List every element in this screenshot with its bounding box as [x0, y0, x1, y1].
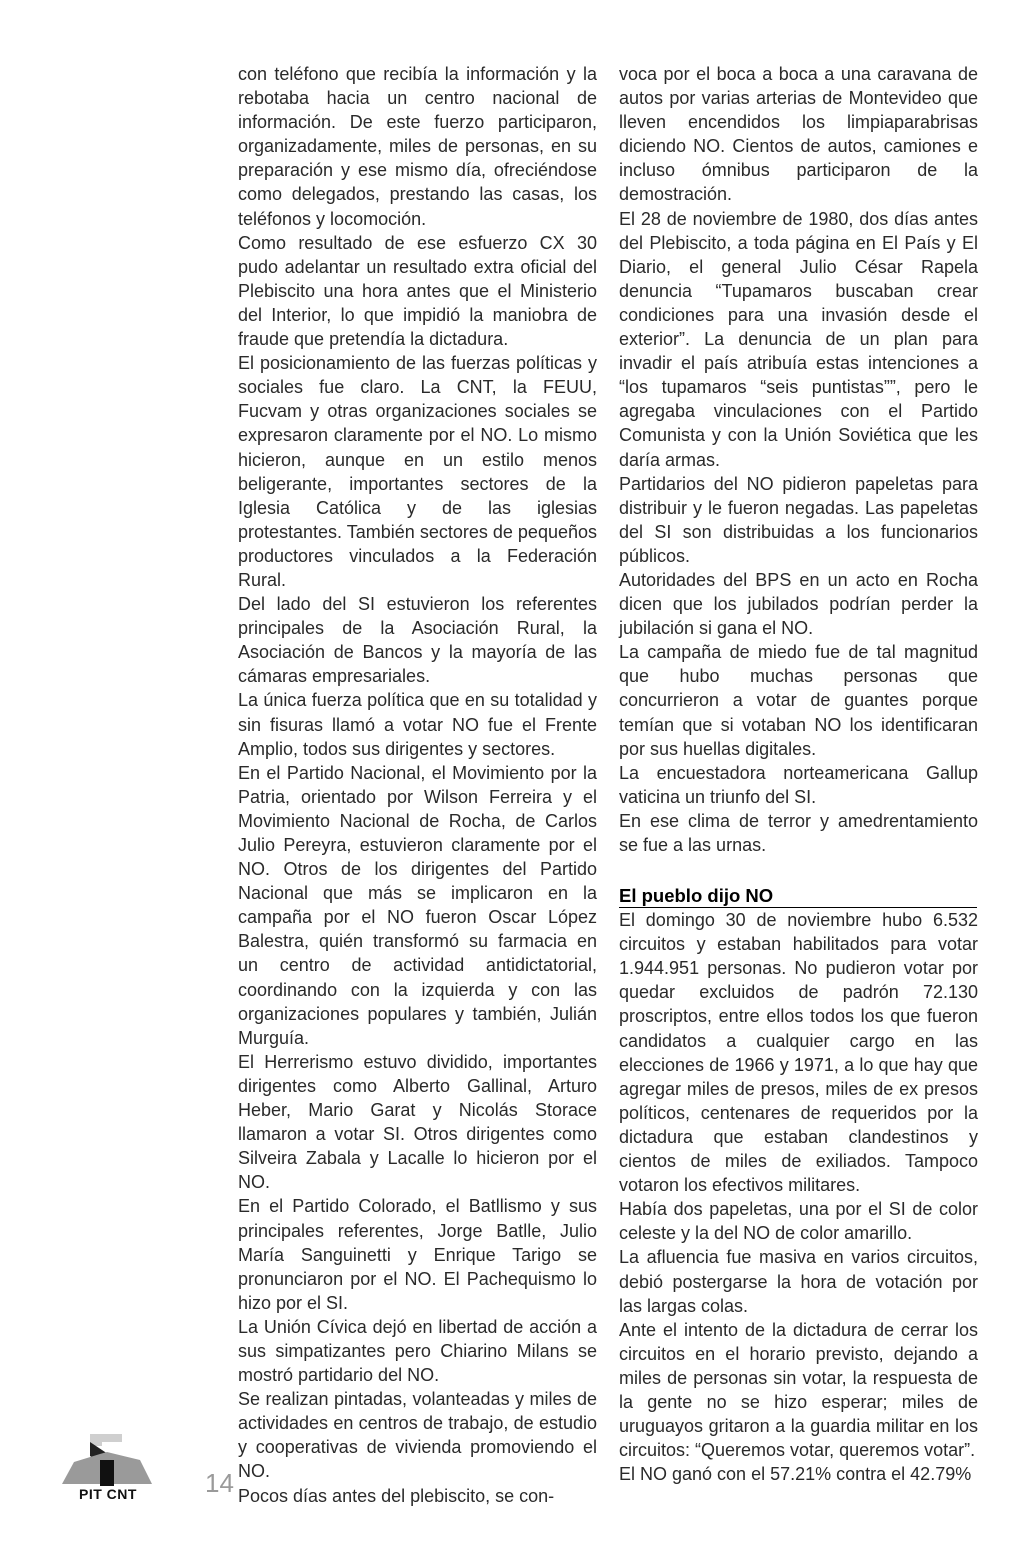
right-column: [619, 62, 978, 1486]
paragraph: La encuestadora norteamericana Gallup vaticina un triunfo del SI.: [619, 762, 978, 807]
paragraph: La Unión Cívica dejó en libertad de acción a sus simpatizantes pero Chiarino Milans se mostró partidario del NO.: [238, 1316, 597, 1386]
logo-text: PIT CNT: [79, 1486, 137, 1502]
paragraph: Ante el intento de la dictadura de cerrar los circuitos en el horario previsto, dejando a miles de personas sin votar, la respuesta de la gente no se hizo esperar; miles de uruguayos gritaron a la guardia militar en los circuitos: “Queremos votar, queremos votar”.: [619, 1319, 978, 1461]
paragraph: Autoridades del BPS en un acto en Rocha dicen que los jubilados podrían perder la jubilación si gana el NO.: [619, 569, 978, 639]
left-column: [238, 62, 597, 1508]
paragraph: La campaña de miedo fue de tal magnitud que hubo muchas personas que concurrieron a votar de guantes porque temían que si votaban NO los identificaran por sus huellas digitales.: [619, 642, 978, 759]
paragraph: con teléfono que recibía la información y la rebotaba hacia un centro nacional de información. De este fuerzo participaron, organizadamente, miles de personas, en su preparación y ese mismo día, ofreciéndose como delegados, prestando las casas, los teléfonos y locomoción.: [238, 64, 597, 229]
paragraph: La afluencia fue masiva en varios circuitos, debió postergarse la hora de votación por las largas colas.: [619, 1247, 978, 1316]
paragraph: En el Partido Nacional, el Movimiento por la Patria, orientado por Wilson Ferreira y el Movimiento Nacional de Rocha, de Carlos Julio Pereyra, estuvieron claramente por el NO. Otros de los dirigentes del Partido Nacional que más se implicaron en la campaña por el NO fueron Oscar López Balestra, quién transformó su farmacia en un centro de actividad antidictatorial, coordinando con la izquierda y con las organizaciones populares y también, Julián Murguía.: [238, 762, 597, 1048]
paragraph: El domingo 30 de noviembre hubo 6.532 circuitos y estaban habilitados para votar 1.944.951 personas. No pudieron votar por quedar excluidos de padrón 72.130 proscriptos, entre ellos todos los que fueron candidatos a cualquier cargo en las elecciones de 1966 y 1971, a lo que hay que agregar miles de presos, miles de ex presos políticos, centenares de requeridos por la dictadura que estaban clandestinos y cientos de miles de exiliados. Tampoco votaron los efectivos militares.: [619, 910, 978, 1196]
paragraph: Del lado del SI estuvieron los referentes principales de la Asociación Rural, la Asociación de Bancos y la mayoría de las cámaras empresariales.: [238, 594, 597, 687]
section-heading: El pueblo dijo NO: [619, 885, 977, 908]
paragraph: Pocos días antes del plebiscito, se con-: [238, 1485, 555, 1506]
paragraph: En el Partido Colorado, el Batllismo y sus principales referentes, Jorge Batlle, Julio María Sanguinetti y Enrique Tarigo se pronunciaron por el NO. El Pachequismo lo hizo por el SI.: [238, 1196, 597, 1313]
paragraph: voca por el boca a boca a una caravana de autos por varias arterias de Montevideo que lleven encendidos los limpiaparabrisas diciendo NO. Cientos de autos, camiones e incluso ómnibus participaron de la demostración.: [619, 64, 978, 205]
paragraph: Como resultado de ese esfuerzo CX 30 pudo adelantar un resultado extra oficial del Plebiscito una hora antes que el Ministerio del Interior, lo que impidió la maniobra de fraude que pretendía la dictadura.: [238, 232, 597, 350]
paragraph: El NO ganó con el 57.21% contra el 42.79%: [619, 1464, 972, 1485]
paragraph: El 28 de noviembre de 1980, dos días antes del Plebiscito, a toda página en El País y El Diario, el general Julio César Rapela denuncia “Tupamaros buscaban crear condiciones para una invasión desde el exterior”. La denuncia de un plan para invadir el país atribuía estas intenciones a “los tupamaros “seis puntistas””, pero le agregaba vinculaciones con el Partido Comunista y con la Unión Soviética que les daría armas.: [619, 208, 978, 470]
paragraph: El Herrerismo estuvo dividido, importantes dirigentes como Alberto Gallinal, Arturo Heber, Mario Garat y Nicolás Storace llamaron a votar SI. Otros dirigentes como Silveira Zabala y Lacalle lo hicieron por el NO.: [238, 1051, 597, 1193]
paragraph: Se realizan pintadas, volanteadas y miles de actividades en centros de trabajo, de estudio y cooperativas de vivienda promoviendo el NO.: [238, 1389, 597, 1482]
paragraph: Había dos papeletas, una por el SI de color celeste y la del NO de color amarillo.: [619, 1199, 978, 1244]
paragraph: El posicionamiento de las fuerzas políticas y sociales fue claro. La CNT, la FEUU, Fucvam y otras organizaciones sociales se expresaron claramente por el NO. Lo mismo hicieron, aunque en un estilo menos beligerante, importantes sectores de la Iglesia Católica y de las iglesias protestantes. También sectores de pequeños productores vinculados a la Federación Rural.: [238, 353, 597, 590]
paragraph: En ese clima de terror y amedrentamiento se fue a las urnas.: [619, 810, 978, 855]
paragraph: La única fuerza política que en su totalidad y sin fisuras llamó a votar NO fue el Frente Amplio, todos sus dirigentes y sectores.: [238, 690, 597, 759]
page-number: 14: [205, 1468, 234, 1498]
paragraph: Partidarios del NO pidieron papeletas para distribuir y le fueron negadas. Las papeletas del SI son distribuidas a los funcionarios públicos.: [619, 473, 978, 566]
